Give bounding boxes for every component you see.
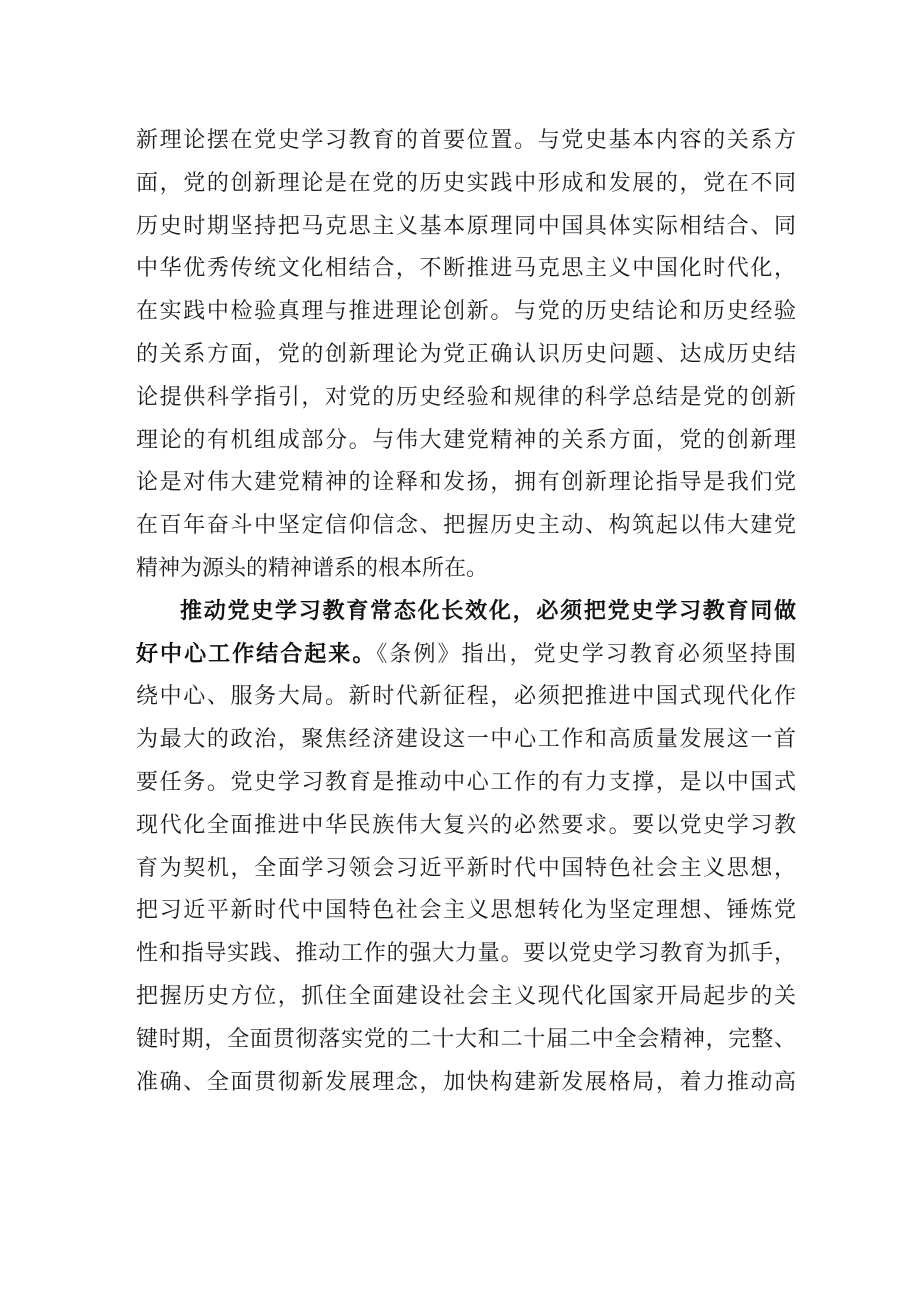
text-line — [136, 634, 796, 677]
text-line: 的关系方面，党的创新理论为党正确认识历史问题、达成历史结 — [136, 341, 796, 367]
text-line: 准确、全面贯彻新发展理念，加快构建新发展格局，着力推动高 — [136, 1069, 796, 1095]
text-line: 把握历史方位，抓住全面建设社会主义现代化国家开局起步的关 — [136, 983, 796, 1009]
text-line: 育为契机，全面学习领会习近平新时代中国特色社会主义思想， — [136, 855, 796, 881]
text-line: 在百年奋斗中坚定信仰信念、把握历史主动、构筑起以伟大建党 — [136, 513, 796, 539]
text-line: 论是对伟大建党精神的诠释和发扬，拥有创新理论指导是我们党 — [136, 470, 796, 496]
text-line: 在实践中检验真理与推进理论创新。与党的历史结论和历史经验 — [136, 299, 796, 325]
text-line: 键时期，全面贯彻落实党的二十大和二十届二中全会精神，完整、 — [136, 1026, 796, 1052]
text-line: 性和指导实践、推动工作的强大力量。要以党史学习教育为抓手， — [136, 941, 796, 967]
paragraph-heading-end: 好中心工作结合起来。 — [136, 641, 377, 667]
text-line: 要任务。党史学习教育是推动中心工作的有力支撑，是以中国式 — [136, 769, 796, 795]
text-line: 新理论摆在党史学习教育的首要位置。与党史基本内容的关系方 — [136, 128, 796, 153]
text-line: 绕中心、服务大局。新时代新征程，必须把推进中国式现代化作 — [136, 684, 796, 710]
text-line: 为最大的政治，聚焦经济建设这一中心工作和高质量发展这一首 — [136, 727, 796, 753]
text-line: 现代化全面推进中华民族伟大复兴的必然要求。要以党史学习教 — [136, 812, 796, 838]
paragraph-2 — [136, 591, 796, 1105]
text-line: 理论的有机组成部分。与伟大建党精神的关系方面，党的创新理 — [136, 427, 796, 453]
text-line: 精神为源头的精神谱系的根本所在。 — [136, 555, 489, 581]
paragraph-heading-line: 推动党史学习教育常态化长效化，必须把党史学习教育同做 — [180, 598, 796, 624]
text-line: 面，党的创新理论是在党的历史实践中形成和发展的，党在不同 — [136, 170, 796, 196]
paragraph-1 — [136, 120, 796, 591]
text-line-rest: 《条例》指出，党史学习教育必须坚持围 — [376, 641, 796, 667]
body-text — [136, 120, 796, 1104]
text-line: 论提供科学指引，对党的历史经验和规律的科学总结是党的创新 — [136, 384, 796, 410]
text-line: 历史时期坚持把马克思主义基本原理同中国具体实际相结合、同 — [136, 213, 796, 239]
text-line: 中华优秀传统文化相结合，不断推进马克思主义中国化时代化， — [136, 256, 796, 282]
text-line: 把习近平新时代中国特色社会主义思想转化为坚定理想、锤炼党 — [136, 898, 796, 924]
